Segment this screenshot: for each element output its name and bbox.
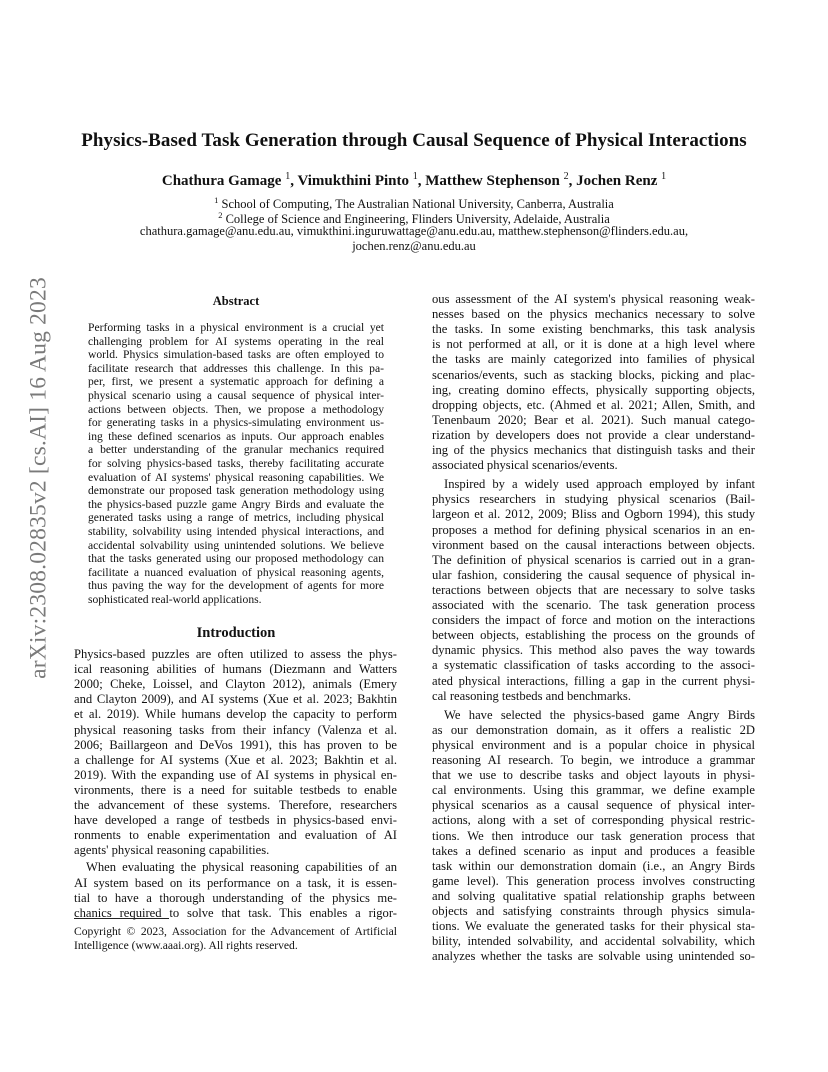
body-line: as our demonstration domain, as it offers a realistic 2D xyxy=(432,722,755,737)
author-list: Chathura Gamage $^1$, Vimukthini Pinto $^1$, Matthew Stephenson $^2$, Jochen Renz $^1$ xyxy=(161,171,667,189)
abstract-line: for generating tasks in a physics-simulating environment us- xyxy=(88,416,384,430)
abstract-heading: Abstract xyxy=(212,294,260,308)
body-line: actions, along with a set of corresponding physical restric- xyxy=(432,813,755,828)
arxiv-identifier: arXiv:2308.02835v2 [cs.AI] 16 Aug 2023 xyxy=(25,277,52,679)
abstract-line: facilitate research that addresses this challenge. In this pa- xyxy=(88,361,384,375)
abstract-line: stability, solvability using intended physical interactions, and xyxy=(88,525,384,538)
author-name: Vimukthini Pinto xyxy=(297,173,410,189)
body-line: and Clayton 2009), and AI systems (Xue et al. 2023; Bakhtin xyxy=(74,692,397,707)
abstract-line: challenging problem for AI systems operating in the real xyxy=(88,334,384,348)
body-line: physical scenarios as a causal sequence of physical inter- xyxy=(432,798,755,813)
body-line: AI system based on its performance on a task, it is essen- xyxy=(74,875,397,890)
footnote-rule xyxy=(74,918,169,919)
body-line: a systematic classification of tasks according to the associ- xyxy=(432,658,755,673)
abstract-line: generated tasks using a range of metrics, including physical xyxy=(88,511,384,525)
abstract-line: thus paving the way for the development of agents for more xyxy=(88,579,384,593)
affiliation-text: School of Computing, The Australian National University, Canberra, Australia xyxy=(221,197,614,211)
body-line: When evaluating the physical reasoning capabilities of an xyxy=(86,860,397,875)
affiliation-text: College of Science and Engineering, Flinders University, Adelaide, Australia xyxy=(225,212,610,226)
email-line: jochen.renz@anu.edu.au xyxy=(352,239,476,253)
body-line: game level). This generation process involves constructing xyxy=(432,873,755,888)
body-line: task within our demonstration domain (i.e., an Angry Birds xyxy=(432,858,755,873)
abstract-line: Performing tasks in a physical environment is a crucial yet xyxy=(88,321,384,334)
body-line: the tasks. In some existing benchmarks, this task analysis xyxy=(432,322,755,337)
abstract-line: a better understanding of the granular mechanics required xyxy=(88,443,384,457)
body-line: ronments to enable experimentation and evaluation of AI xyxy=(74,828,397,843)
body-line: objects and satisfying constraints through physics simula- xyxy=(432,904,755,918)
body-line: agents' physical reasoning capabilities. xyxy=(74,843,270,858)
body-line: 2000; Cheke, Loissel, and Clayton 2012), animals (Emery xyxy=(74,677,397,692)
introduction-heading: Introduction xyxy=(196,625,276,641)
body-line: considers the impact of force and motion on the interactions xyxy=(432,613,755,628)
body-line: takes a defined scenario as input and produces a feasible xyxy=(432,843,755,858)
abstract-line: actions between objects. Then, we propose a methodology xyxy=(88,402,384,416)
body-line: dropping objects, etc. (Ahmed et al. 2021; Allen, Smith, and xyxy=(432,397,755,412)
body-line: vironments, there is a need for suitable testbeds to enable xyxy=(74,782,397,797)
body-line: vironment based on the causal interactions between objects. xyxy=(432,537,755,552)
body-line: physical environment and is a popular choice in physical xyxy=(432,737,755,752)
abstract-line: physical scenario using a causal sequence of physical inter- xyxy=(88,389,384,402)
abstract-line: facilitate a nuanced evaluation of physical reasoning agents, xyxy=(88,565,384,579)
body-line: The definition of physical scenarios is carried out in a gran- xyxy=(432,552,755,567)
body-line: cal environments. Using this grammar, we define example xyxy=(432,783,755,798)
abstract-line: for solving physics-based tasks, thereby facilitating accurate xyxy=(88,457,384,470)
body-line: rization by developers does not provide a clear understand- xyxy=(432,427,755,442)
body-line: nesses based on the physics mechanics necessary to solve xyxy=(432,307,755,322)
body-line: that we use to describe tasks and object layouts in physi- xyxy=(432,768,755,783)
abstract-line: per, first, we present a systematic approach for defining a xyxy=(88,375,384,389)
body-line: ing, creating domino effects, physically supporting objects, xyxy=(432,382,755,397)
paper-title: Physics-Based Task Generation through Causal Sequence of Physical Interactions xyxy=(81,130,747,151)
author-name: Jochen Renz xyxy=(576,173,658,189)
abstract-line: sophisticated real-world applications. xyxy=(88,593,262,606)
body-line: scenarios/events, such as stacking blocks, picking and plac- xyxy=(432,367,755,382)
footnote-line: Intelligence (www.aaai.org). All rights reserved. xyxy=(74,939,298,953)
body-line: et al. 2019). While humans develop the capacity to perform xyxy=(74,707,397,722)
body-line: ical reasoning abilities of humans (Diezmann and Watters xyxy=(74,662,397,677)
body-line: associated with the scenario. The task generation process xyxy=(432,598,755,612)
body-line: is not performed at all, or it is done at a high level where xyxy=(432,337,755,352)
body-line: ular fashion, considering the causal sequence of physical in- xyxy=(432,567,755,582)
body-line: largeon et al. 2012, 2009; Bliss and Ogborn 1994), this study xyxy=(432,507,755,522)
author-name: Chathura Gamage xyxy=(161,173,282,189)
body-line: 2019). With the expanding use of AI systems in physical en- xyxy=(74,767,397,782)
body-line: tial to have a thorough understanding of the physics me- xyxy=(74,890,397,905)
body-line: 2006; Baillargeon and DeVos 1991), this has proven to be xyxy=(74,737,397,752)
author-affiliation-mark: 2 xyxy=(563,171,569,182)
body-line: associated physical scenarios/events. xyxy=(432,458,618,473)
abstract-line: that the tasks generated using our proposed methodology can xyxy=(88,552,384,566)
body-line: physics researchers in studying physical scenarios (Bail- xyxy=(432,492,755,507)
body-line: tions. We then introduce our task generation process that xyxy=(432,828,755,843)
body-line: physical reasoning tasks from their infancy (Valenza et al. xyxy=(74,722,397,737)
body-line: chanics required to solve that task. This enables a rigor- xyxy=(74,905,397,920)
abstract-line: accidental solvability using unintended solutions. We believe xyxy=(88,538,384,552)
body-line: reasoning AI research. To begin, we introduce a grammar xyxy=(432,753,755,767)
body-line: and solving qualitative spatial relationship graphs between xyxy=(432,888,755,903)
abstract-line: demonstrate our proposed task generation methodology using xyxy=(88,484,384,498)
body-line: Physics-based puzzles are often utilized to assess the phys- xyxy=(74,647,397,661)
abstract-line: the physics-based puzzle game Angry Birds and evaluate the xyxy=(88,497,384,511)
body-line: tions. We evaluate the generated tasks for their physical sta- xyxy=(432,919,755,934)
email-line: chathura.gamage@anu.edu.au, vimukthini.inguruwattage@anu.edu.au, matthew.stephenson@flinders.edu.au, xyxy=(139,224,689,238)
author-name: Matthew Stephenson xyxy=(425,173,560,189)
body-line: a challenge for AI systems (Xue et al. 2023; Bakhtin et al. xyxy=(74,752,397,767)
arxiv-identifier-sidebar xyxy=(14,268,64,688)
body-line: We have selected the physics-based game Angry Birds xyxy=(444,707,755,722)
abstract-line: ing these defined scenarios as inputs. Our approach enables xyxy=(88,429,384,443)
abstract-line: world. Physics simulation-based tasks are often employed to xyxy=(88,348,384,362)
body-line: Tenenbaum 2020; Bear et al. 2021). Such manual catego- xyxy=(432,412,755,427)
body-line: cal reasoning testbeds and benchmarks. xyxy=(432,688,631,703)
body-line: ated physical interactions, filling a gap in the current physi- xyxy=(432,673,755,688)
abstract-line: evaluation of AI systems' physical reasoning capabilities. We xyxy=(88,470,384,484)
body-line: teractions between objects that are necessary to solve tasks xyxy=(432,582,755,597)
body-line: dynamic physics. This method also paves the way towards xyxy=(432,643,755,658)
body-line: ing of the physics mechanics that distinguish tasks and their xyxy=(432,443,755,457)
footnote-line: Copyright © 2023, Association for the Advancement of Artificial xyxy=(74,925,397,938)
author-affiliation-mark: 1 xyxy=(412,171,418,182)
body-line: analyzes whether the tasks are solvable using unintended so- xyxy=(432,949,755,964)
author-affiliation-mark: 1 xyxy=(661,171,667,182)
body-line: bility, intended solvability, and accidental solvability, which xyxy=(432,934,755,949)
affiliation-number: 2 xyxy=(218,210,223,220)
body-line: Inspired by a widely used approach employed by infant xyxy=(444,477,755,492)
affiliation-number: 1 xyxy=(214,195,219,205)
body-line: ous assessment of the AI system's physical reasoning weak- xyxy=(432,292,755,306)
author-affiliation-mark: 1 xyxy=(285,171,291,182)
body-line: the advancement of these systems. Therefore, researchers xyxy=(74,798,397,812)
body-line: between objects, establishing the process on the grounds of xyxy=(432,628,755,643)
body-line: the tasks are mainly categorized into families of physical xyxy=(432,352,755,367)
body-line: proposes a method for defining physical scenarios in an en- xyxy=(432,522,755,537)
body-line: have developed a range of testbeds in physics-based envi- xyxy=(74,813,397,828)
